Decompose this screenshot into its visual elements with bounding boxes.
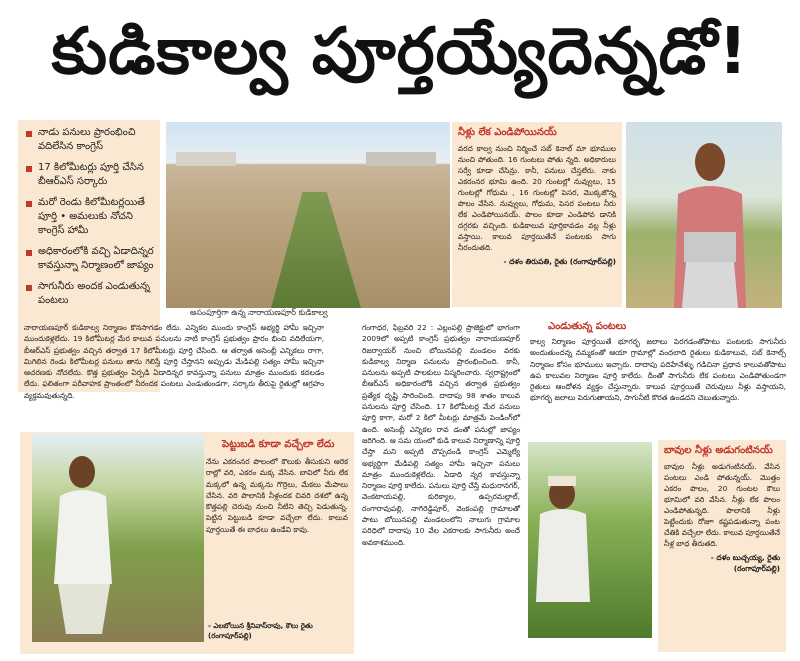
lead-article: నారాయణపూర్ కుడికాల్వ నిర్మాణం కొనసాగడం లేదు. ఎన్నికల ముందు కాంగ్రెస్ అభ్యర్థి హామీ ఇచ్చినా ముందుకెళ్లలేదు. 19 కిలోమీటర్ల మేర కాలువ పనులను నాటి కాంగ్రెస్ ప్రభుత్వం ప్రారం భించి వదిలేయగా, బీఆర్ఎస్ ప్రభుత్వం వచ్చిన తర్వాత 17 కిలోమీటర్లు పూర్తి చేసింది. ఆ తర్వాత అసెంబ్లీ ఎన్నికలు రాగా, మిగిలిన రెండు కిలోమీటర్ల పనులు తాను గెలిస్తే పూర్తి చేస్తానని అప్పుడు మేడిపల్లి సత్యం హామీ ఇచ్చినా ఆచరణకు నోచలేదు. కొత్త ప్రభుత్వం ఏర్పడి ఏడాదిన్నర కావస్తున్నా పనులు మాత్రం ముందుకు కదలడం లేదు. ఫలితంగా పరీవాహక ప్రాంతంలో నీరందక పంటలు ఎండుతుండగా, సర్కారు తీరుపై రైతుల్లో ఆగ్రహం వ్యక్తమవుతున్నది.: [24, 323, 324, 400]
highlight-item: సాగునీరు అందక ఎండుతున్న పంటలు: [24, 280, 154, 308]
quote-title: పెట్టుబడి కూడా వచ్చేలా లేదు: [222, 439, 335, 450]
highlight-item: నాడు పనులు ప్రారంభించి వదిలేసిన కాంగ్రెస్: [24, 126, 154, 154]
canal-photo: [166, 122, 450, 308]
highlight-item: 17 కిలోమీటర్లు పూర్తి చేసిన బీఆర్ఎస్ సర్కారు: [24, 161, 154, 189]
highlight-item: అధికారంలోకి వచ్చి ఏడాదిన్నర కావస్తున్నా నిర్మాణంలో జాప్యం: [24, 245, 154, 273]
headline: కుడికాల్వ పూర్తయ్యేదెన్నడో!: [51, 14, 749, 89]
highlight-item: మరో రెండు కిలోమీటర్లయితే పూర్తి • అమలుకు నోచని కాంగ్రెస్ హామీ: [24, 196, 154, 238]
canal-vegetation: [271, 192, 361, 308]
section-title: ఎండుతున్న పంటలు: [548, 321, 627, 332]
quote-byline: - దళం తిరుపతి, రైతు (రంగాపూర్‌పల్లి): [503, 257, 616, 266]
quote-box-right: [658, 440, 786, 652]
farmer-figure: [528, 442, 652, 638]
quote-byline: - ఎలబోయిన శ్రీనివాస్‌రావు, కౌలు రైతు (రంగాపూర్‌పల్లి): [208, 622, 313, 640]
building-shape: [176, 152, 236, 166]
quote-text: బావుల నీళ్లు అడుగంటినయ్. వేసిన పంటలు ఎండి పోతున్నయ్. మొత్తం ఎకరం పొలం, 20 గుంటల కౌలు భూమిలో వరి వేసిన. నీళ్లు లేక పొలం ఎండిపోతున్నది. పొలానికి నీళ్లు పెట్టేందుకు రోజూ కష్టపడుతున్నా పంట చేతికి వచ్చేలా లేదు. కాలువ పూర్తయితేనే నీళ్ల బాధ తీరుతది.: [664, 462, 780, 548]
farmer-quote-box: [452, 122, 622, 307]
farmer-photo: [528, 442, 652, 638]
quote-text: వరద కాల్వ నుంచి నిర్మించే సబ్ కెనాల్ మా భూముల నుంచి పోతుంది. 16 గుంటలు పోతు న్నది. అధికారులు సర్వే కూడా చేసిన్రు. కానీ, పనులు చేస్తలేరు. నాకు ఎకరంనర భూమి ఉంది. 20 గుంటల్లో నువ్వులు, 15 గుంటల్లో గోధుమ , 16 గుంటల్లో పెసర, మొక్కజొన్న పొలం వేసిన. నువ్వులు, గోధుమ, పెసర పంటలు నీరు లేక ఎండిపోయినయ్. పొలం కూడా ఎండిపోవ డానికి దగ్గరకు వచ్చింది. కుడికాలువ పూర్తికావడం వల్ల నీళ్లు వస్తాయి. కాలువ పూర్తయితేనే పంటలకు సాగు నీరందుతది.: [458, 144, 616, 252]
quote-byline: - దళం బుచ్చయ్య, రైతు (రంగాపూర్‌పల్లి): [710, 553, 780, 573]
farmer-figure: [32, 434, 204, 642]
farmer-photo: [32, 434, 204, 642]
section-text: కాల్వ నిర్మాణం పూర్తయితే భూగర్భ జలాలు పెరగడంతోపాటు పంటలకు సాగునీరు అందుతుందన్న నమ్మకంతో ఆయా గ్రామాల్లో వందలాది రైతులు కుడికాలువ, సబ్ కెనాల్స్ నిర్మాణం కోసం భూములు ఇచ్చారు. దాదాపు పదిహేనేళ్ళు గడిచినా ప్రధాన కాలువతోపాటు ఉప కాలువల నిర్మాణం పూర్తి కాలేదు. దీంతో సాగునీరు లేక పంటలు ఎండిపోతుండగా రైతులు ఆందోళన వ్యక్తం చేస్తున్నారు. కాలువ పూర్తయితే చెరువులు నీళ్లు వస్తాయని, భూగర్భ జలాలు పెరుగుతాయని, సాగునీటి కొరత ఉండదని చెబుతున్నారు.: [530, 337, 786, 403]
main-article: గంగాధర, ఫిబ్రవరి 22 : ఎల్లంపల్లి ప్రాజెక్టులో భాగంగా 2009లో అప్పటి కాంగ్రెస్ ప్రభుత్వం నారాయణపూర్ రిజర్వాయర్ నుంచి బోయినపల్లి మండలం వరకు కుడికాల్వ నిర్మాణ పనులను ప్రారంభించింది. కానీ, పనులను అప్పటి పాలకులు విస్మరించారు. స్వరాష్ట్రంలో బీఆర్ఎస్ అధికారంలోకి వచ్చిన తర్వాత ప్రభుత్వం ప్రత్యేక దృష్టి సారించింది. దాదాపు 98 శాతం కాలువ పనులను పూర్తి చేసింది. 17 కిలోమీటర్ల మేర పనులు పూర్తి కాగా, మరో 2 కిలో మీటర్లు మాత్రమే పెండింగ్‌లో ఉంది. అసెంబ్లీ ఎన్నికల రావ డంతో పనుల్లో జాప్యం జరిగింది. ఆ సమ యంలో కుడి కాలువ నిర్మాణాన్ని పూర్తి చేస్తా మని అప్పటి చొప్పదండి కాంగ్రెస్ ఎమ్మెల్యే అభ్యర్థిగా మేడిపల్లి సత్యం హామీ ఇచ్చినా పనులు మాత్రం ముందుకెళ్లలేదు. ఏడాది న్నర కావస్తున్నా నిర్మాణం పూర్తి కాలేదు. పనులు పూర్తి చేస్తే మధురానగర్, వెంకటాయపల్లి, కురిక్యాల, ఉప్పరమల్లాల్, రంగారావుపల్లి, నాగిరెడ్డిపూర్, వెంకంపల్లి గ్రామాలతో పాటు బోయినపల్లి మండలంలోని నాలుగు గ్రామాల పరిధిలో దాదాపు 10 వేల ఎకరాలకు సాగునీరు అందే అవకాశముంది.: [362, 323, 520, 547]
photo-caption: అసంపూర్తిగా ఉన్న నారాయణపూర్ కుడికాల్వ: [190, 308, 328, 317]
quote-text: నేను ఎకరంనర పొలంలో కౌలుకు తీసుకుని ఆరెక రాల్లో వరి, ఎకరం మక్క వేసిన. బావిలో నీరు లేక మక్కలో ఉన్న మక్కను గొర్రెలు, మేకలు మేపాలు చేసిన. వరి పొలానికి నీళ్లందక చివరి దశలో ఉన్న కొత్తపల్లి చెరువు నుంచి నీటిని తెచ్చి పెడుతున్న. పెట్టిన పెట్టుబడి కూడా వచ్చేలా లేదు. కాలువ పూర్తయితే ఈ బాధలు ఉండేవి కావు.: [206, 457, 348, 534]
farmer-photo: [626, 122, 782, 308]
quote-title: బావుల నీళ్లు అడుగంటినయ్: [664, 445, 773, 456]
farmer-figure: [626, 122, 782, 308]
quote-title: నీళ్లు లేక ఎండిపోయినయ్: [458, 127, 557, 138]
building-shape: [366, 152, 436, 166]
